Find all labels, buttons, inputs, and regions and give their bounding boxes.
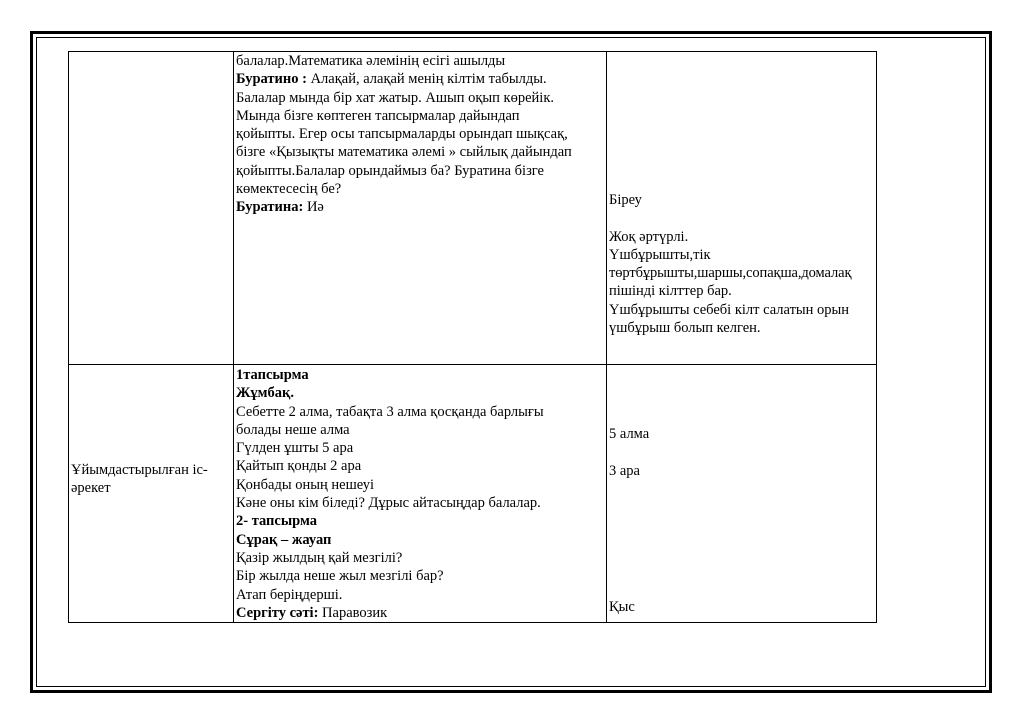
task-heading: 2- тапсырма [236,513,318,530]
text-line: балалар.Математика әлемінің есігі ашылды [236,53,506,69]
task-subheading: Сұрақ – жауап [236,531,332,548]
table-row [69,52,877,365]
text-line: Жоқ әртүрлі. [609,228,689,245]
text-line: Бір жылда неше жыл мезгілі бар? [236,568,444,585]
answer-text: Қыс [609,599,635,615]
text-line: Қонбады оның нешеуі [236,476,375,493]
task-subheading: Жұмбақ. [236,385,294,402]
answer-text: 3 ара [609,462,640,479]
table-row [69,365,877,623]
text-line: Кәне оны кім біледі? Дұрыс айтасыңдар балалар. [236,495,541,512]
stage-cell [69,365,234,623]
text-line: Себетте 2 алма, табақта 3 алма қосқанда барлығы [236,403,544,420]
text-line: Балалар мында бір хат жатыр. Ашып оқып көрейік. [236,89,554,106]
activity-label: Сергіту сәті: [236,604,319,621]
text-line: бізге «Қызықты математика әлемі » сыйлық дайындап [236,144,572,161]
text-line: қойыпты.Балалар орындаймыз ба? Буратина бізге [236,162,544,179]
text-line: болады неше алма [236,421,350,438]
answer-text: 5 алма [609,426,650,442]
stage-cell [69,52,234,365]
text-line: қойыпты. Егер осы тапсырмаларды орындап шықсақ, [236,126,568,143]
speaker-label: Буратина: [236,199,304,216]
task-heading: 1тапсырма [236,367,309,383]
text-line: көмектесесің бе? [236,181,342,198]
text-line: төртбұрышты,шаршы,сопақша,домалақ [609,265,852,282]
text-line: Үшбұрышты себебі кілт салатын орын [609,301,850,318]
teacher-activity-cell [234,365,607,623]
text-line: үшбұрыш болып келген. [609,320,761,337]
text-line: Буратино : Алақай, алақай менің кілтім табылды. [236,71,547,88]
text-line: Мында бізге көптеген тапсырмалар дайындап [236,107,520,124]
text-line: Үшбұрышты,тік [609,246,711,263]
children-activity-cell [607,52,877,365]
speaker-label: Буратино : [236,71,307,88]
teacher-activity-cell [234,52,607,365]
text-line: Біреу [609,192,642,208]
children-activity-cell [607,365,877,623]
text-line: Атап беріңдерші. [236,586,343,603]
text-line: Қазір жылдың қай мезгілі? [236,549,403,566]
text-line: пішінді кілттер бар. [609,283,732,300]
lesson-table [68,51,877,623]
text-line: Гүлден ұшты 5 ара [236,440,354,457]
text-line: Буратина: Иә [236,199,324,216]
text-line: Сергіту сәті: Паравозик [236,604,388,621]
stage-label: Ұйымдастырылған іс-әрекет [71,462,208,497]
text-line: Қайтып қонды 2 ара [236,458,362,475]
